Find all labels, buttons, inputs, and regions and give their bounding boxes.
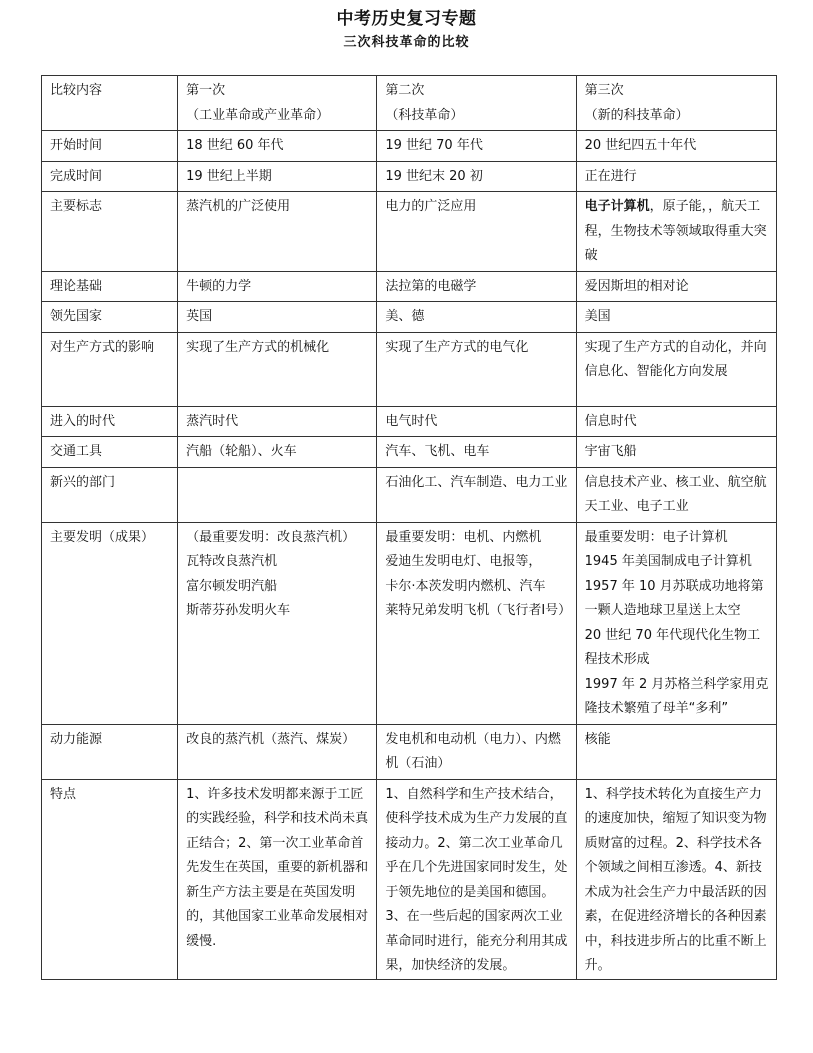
cell-first: 牛顿的力学: [178, 271, 377, 302]
row-label: 理论基础: [42, 271, 178, 302]
invention-item: 1945 年美国制成电子计算机: [584, 554, 752, 569]
cell-third: [576, 192, 776, 272]
cell-second: 石油化工、汽车制造、电力工业: [377, 467, 576, 522]
cell-first: 蒸汽机的广泛使用: [178, 192, 377, 272]
cell-third: 宇宙飞船: [576, 437, 776, 468]
cell-third: [576, 522, 776, 724]
header-first-name: 第一次: [186, 83, 226, 98]
header-first-cell: [178, 76, 377, 131]
cell-third: 正在进行: [576, 161, 776, 192]
cell-second: [377, 522, 576, 724]
table-row: [42, 724, 777, 779]
header-third-cell: [576, 76, 776, 131]
row-label: 特点: [42, 779, 178, 979]
header-label: 比较内容: [50, 83, 103, 98]
invention-item: （最重要发明：改良蒸汽机）: [186, 529, 356, 545]
cell-first: 18 世纪 60 年代: [178, 131, 377, 162]
header-label-cell: [42, 76, 178, 131]
bold-keyword: 电子计算机: [584, 199, 650, 214]
cell-second: 实现了生产方式的电气化: [377, 332, 576, 406]
table-row: [42, 302, 777, 333]
cell-first: 蒸汽时代: [178, 406, 377, 437]
invention-item: 最重要发明：电子计算机: [584, 529, 728, 545]
page-subtitle: 三次科技革命的比较: [343, 35, 470, 50]
invention-item: 富尔顿发明汽船: [186, 578, 278, 594]
cell-second: 1、自然科学和生产技术结合，使科学技术成为生产力发展的直接动力。2、第二次工业革命几乎在几个先进国家同时发生，处于领先地位的是美国和德国。3、在一些后起的国家两次工业革命同时进行，能充分利用其成果，加快经济的发展。: [377, 779, 576, 979]
cell-third-rest: ，原子能，，航天工程，生物技术等领域取得重大突破: [584, 199, 767, 263]
row-label: 进入的时代: [42, 406, 178, 437]
row-label: 主要发明（成果）: [42, 522, 178, 724]
comparison-table: [41, 75, 777, 980]
row-label: 对生产方式的影响: [42, 332, 178, 406]
table-row: [42, 332, 777, 406]
header-first-sub: （工业革命或产业革命）: [186, 107, 330, 123]
cell-first: 英国: [178, 302, 377, 333]
cell-first: 1、许多技术发明都来源于工匠的实践经验，科学和技术尚未真正结合；2、第一次工业革命首先发生在英国，重要的新机器和新生产方法主要是在英国发明的，其他国家工业革命发展相对缓慢.: [178, 779, 377, 979]
row-label: 交通工具: [42, 437, 178, 468]
header-second-cell: [377, 76, 576, 131]
table-row: [42, 779, 777, 979]
cell-second: 19 世纪末 20 初: [377, 161, 576, 192]
cell-second: 电气时代: [377, 406, 576, 437]
cell-first: 汽船（轮船）、火车: [178, 437, 377, 468]
cell-third: 实现了生产方式的自动化，并向信息化、智能化方向发展: [576, 332, 776, 406]
cell-first: [178, 467, 377, 522]
cell-first: 改良的蒸汽机（蒸汽、煤炭）: [178, 724, 377, 779]
invention-item: 斯蒂芬孙发明火车: [186, 603, 291, 618]
invention-item: 卡尔·本茨发明内燃机、汽车: [385, 578, 546, 594]
invention-item: 瓦特改良蒸汽机: [186, 554, 278, 569]
cell-second: 法拉第的电磁学: [377, 271, 576, 302]
invention-item: 莱特兄弟发明飞机（飞行者Ⅰ号）: [385, 603, 572, 618]
cell-third: 美国: [576, 302, 776, 333]
invention-item: 最重要发明：电机、内燃机: [385, 529, 542, 545]
page-title: 中考历史复习专题: [336, 9, 477, 29]
table-row: [42, 271, 777, 302]
cell-second: 19 世纪 70 年代: [377, 131, 576, 162]
table-row: [42, 437, 777, 468]
table-row: [42, 131, 777, 162]
row-label: 新兴的部门: [42, 467, 178, 522]
row-label: 完成时间: [42, 161, 178, 192]
invention-item: 1997 年 2 月苏格兰科学家用克隆技术繁殖了母羊“多利”: [584, 676, 769, 716]
table-row: [42, 161, 777, 192]
table-row: [42, 406, 777, 437]
cell-first: 实现了生产方式的机械化: [178, 332, 377, 406]
cell-third: 20 世纪四五十年代: [576, 131, 776, 162]
invention-item: 1957 年 10 月苏联成功地将第一颗人造地球卫星送上太空: [584, 578, 764, 618]
cell-third: 1、科学技术转化为直接生产力的速度加快，缩短了知识变为物质财富的过程。2、科学技术各个领域之间相互渗透。4、新技术成为社会生产力中最活跃的因素，在促进经济增长的各种因素中，科技进步所占的比重不断上升。: [576, 779, 776, 979]
cell-second: 美、德: [377, 302, 576, 333]
cell-second: 电力的广泛应用: [377, 192, 576, 272]
header-third-name: 第三次: [584, 83, 624, 98]
header-second-sub: （科技革命）: [385, 107, 464, 123]
cell-first: 19 世纪上半期: [178, 161, 377, 192]
row-label: 动力能源: [42, 724, 178, 779]
row-label: 开始时间: [42, 131, 178, 162]
invention-item: 20 世纪 70 年代现代化生物工程技术形成: [584, 627, 761, 667]
header-second-name: 第二次: [385, 83, 425, 98]
table-row: [42, 467, 777, 522]
cell-third: 核能: [576, 724, 776, 779]
table-row: [42, 522, 777, 724]
cell-third: 信息时代: [576, 406, 776, 437]
table-row: [42, 192, 777, 272]
cell-first: [178, 522, 377, 724]
table-header-row: [42, 76, 777, 131]
cell-third: 信息技术产业、核工业、航空航天工业、电子工业: [576, 467, 776, 522]
header-third-sub: （新的科技革命）: [584, 107, 689, 123]
invention-item: 爱迪生发明电灯、电报等，: [385, 554, 542, 569]
row-label: 主要标志: [42, 192, 178, 272]
cell-second: 汽车、飞机、电车: [377, 437, 576, 468]
cell-second: 发电机和电动机（电力）、内燃机（石油）: [377, 724, 576, 779]
cell-third: 爱因斯坦的相对论: [576, 271, 776, 302]
row-label: 领先国家: [42, 302, 178, 333]
